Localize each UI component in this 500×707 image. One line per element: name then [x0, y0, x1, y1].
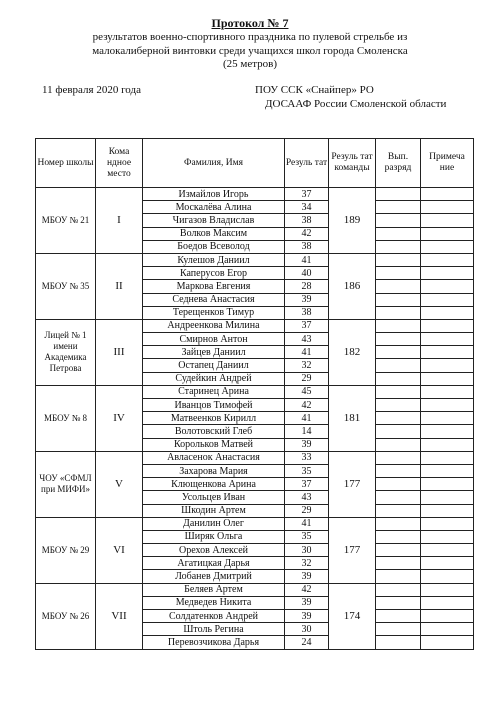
participant-result: 39 [285, 610, 329, 623]
team-place-cell: I [96, 188, 143, 254]
participant-name: Иванцов Тимофей [143, 399, 285, 412]
note-cell [421, 201, 474, 214]
participant-name: Захарова Мария [143, 464, 285, 477]
team-result-cell: 189 [329, 188, 376, 254]
participant-name: Чигазов Владислав [143, 214, 285, 227]
rank-cell [376, 253, 421, 266]
participant-result: 42 [285, 399, 329, 412]
note-cell [421, 478, 474, 491]
note-cell [421, 583, 474, 596]
participant-result: 43 [285, 491, 329, 504]
table-row [36, 451, 474, 464]
participant-name: Шкодин Артем [143, 504, 285, 517]
participant-result: 42 [285, 227, 329, 240]
team-place-cell: II [96, 253, 143, 319]
participant-result: 30 [285, 623, 329, 636]
school-cell: МБОУ № 29 [36, 517, 96, 583]
participant-result: 32 [285, 557, 329, 570]
organizer [255, 84, 446, 111]
participant-result: 37 [285, 478, 329, 491]
participant-name: Авласенок Анастасия [143, 451, 285, 464]
subtitle-line: результатов военно-спортивного праздника по пулевой стрельбе из [92, 31, 408, 43]
participant-name: Старинец Арина [143, 385, 285, 398]
team-result-cell: 181 [329, 385, 376, 451]
note-cell [421, 596, 474, 609]
note-cell [421, 227, 474, 240]
note-cell [421, 372, 474, 385]
note-cell [421, 346, 474, 359]
participant-name: Орехов Алексей [143, 544, 285, 557]
note-cell [421, 451, 474, 464]
results-body [36, 188, 474, 650]
participant-name: Данилин Олег [143, 517, 285, 530]
participant-name: Перевозчикова Дарья [143, 636, 285, 649]
rank-cell [376, 188, 421, 201]
header-row [36, 139, 474, 188]
note-cell [421, 464, 474, 477]
note-cell [421, 267, 474, 280]
participant-name: Медведев Никита [143, 596, 285, 609]
document-title: Протокол № 7 [211, 16, 289, 30]
participant-name: Боедов Всеволод [143, 240, 285, 253]
note-cell [421, 306, 474, 319]
team-result-cell: 177 [329, 517, 376, 583]
note-cell [421, 293, 474, 306]
note-cell [421, 610, 474, 623]
rank-cell [376, 530, 421, 543]
participant-result: 38 [285, 214, 329, 227]
note-cell [421, 253, 474, 266]
participant-result: 41 [285, 253, 329, 266]
participant-result: 35 [285, 464, 329, 477]
participant-result: 30 [285, 544, 329, 557]
participant-result: 37 [285, 319, 329, 332]
rank-cell [376, 425, 421, 438]
participant-name: Кулешов Даниил [143, 253, 285, 266]
participant-result: 41 [285, 412, 329, 425]
team-place-cell: V [96, 451, 143, 517]
participant-result: 32 [285, 359, 329, 372]
participant-result: 38 [285, 240, 329, 253]
team-place-cell: IV [96, 385, 143, 451]
participant-name: Измайлов Игорь [143, 188, 285, 201]
rank-cell [376, 504, 421, 517]
rank-cell [376, 346, 421, 359]
school-cell: МБОУ № 26 [36, 583, 96, 649]
participant-name: Клющенкова Арина [143, 478, 285, 491]
participant-name: Москалёва Алина [143, 201, 285, 214]
rank-cell [376, 399, 421, 412]
participant-name: Остапец Даниил [143, 359, 285, 372]
participant-result: 45 [285, 385, 329, 398]
rank-cell [376, 544, 421, 557]
rank-cell [376, 201, 421, 214]
rank-cell [376, 385, 421, 398]
note-cell [421, 517, 474, 530]
column-header-name: Фамилия, Имя [143, 139, 285, 188]
rank-cell [376, 438, 421, 451]
rank-cell [376, 267, 421, 280]
participant-result: 28 [285, 280, 329, 293]
participant-result: 40 [285, 267, 329, 280]
participant-name: Седнева Анастасия [143, 293, 285, 306]
team-place-cell: VI [96, 517, 143, 583]
note-cell [421, 636, 474, 649]
note-cell [421, 557, 474, 570]
school-cell: Лицей № 1 имени Академика Петрова [36, 319, 96, 385]
participant-result: 37 [285, 188, 329, 201]
participant-result: 41 [285, 346, 329, 359]
rank-cell [376, 464, 421, 477]
table-row [36, 253, 474, 266]
note-cell [421, 333, 474, 346]
note-cell [421, 412, 474, 425]
participant-result: 42 [285, 583, 329, 596]
participant-name: Штоль Регина [143, 623, 285, 636]
table-row [36, 319, 474, 332]
participant-name: Усольцев Иван [143, 491, 285, 504]
rank-cell [376, 491, 421, 504]
participant-result: 34 [285, 201, 329, 214]
note-cell [421, 188, 474, 201]
participant-name: Андреенкова Милина [143, 319, 285, 332]
table-row [36, 517, 474, 530]
participant-result: 35 [285, 530, 329, 543]
subtitle-line: малокалиберной винтовки среди учащихся школ города Смоленска [92, 44, 408, 57]
participant-name: Агатицкая Дарья [143, 557, 285, 570]
note-cell [421, 504, 474, 517]
participant-name: Каперусов Егор [143, 267, 285, 280]
table-row [36, 583, 474, 596]
rank-cell [376, 319, 421, 332]
participant-result: 39 [285, 596, 329, 609]
team-place-cell: III [96, 319, 143, 385]
note-cell [421, 240, 474, 253]
rank-cell [376, 412, 421, 425]
rank-cell [376, 227, 421, 240]
rank-cell [376, 623, 421, 636]
results-table [35, 138, 474, 650]
note-cell [421, 438, 474, 451]
participant-result: 41 [285, 517, 329, 530]
participant-result: 43 [285, 333, 329, 346]
note-cell [421, 280, 474, 293]
note-cell [421, 544, 474, 557]
column-header-school: Номер школы [36, 139, 96, 188]
rank-cell [376, 306, 421, 319]
school-cell: МБОУ № 21 [36, 188, 96, 254]
participant-result: 39 [285, 293, 329, 306]
rank-cell [376, 570, 421, 583]
rank-cell [376, 610, 421, 623]
note-cell [421, 570, 474, 583]
rank-cell [376, 557, 421, 570]
participant-result: 29 [285, 504, 329, 517]
note-cell [421, 491, 474, 504]
participant-name: Беляев Артем [143, 583, 285, 596]
team-result-cell: 174 [329, 583, 376, 649]
note-cell [421, 214, 474, 227]
organizer-line: ДОСААФ России Смоленской области [265, 97, 447, 110]
participant-name: Терещенков Тимур [143, 306, 285, 319]
column-header-note: Примеча ние [421, 139, 474, 188]
team-result-cell: 177 [329, 451, 376, 517]
event-date: 11 февраля 2020 года [42, 84, 141, 96]
document-subtitle [40, 31, 460, 72]
rank-cell [376, 293, 421, 306]
subtitle-line: (25 метров) [222, 58, 278, 70]
team-result-cell: 186 [329, 253, 376, 319]
participant-name: Судейкин Андрей [143, 372, 285, 385]
rank-cell [376, 636, 421, 649]
note-cell [421, 399, 474, 412]
participant-result: 39 [285, 570, 329, 583]
note-cell [421, 319, 474, 332]
rank-cell [376, 583, 421, 596]
participant-result: 39 [285, 438, 329, 451]
rank-cell [376, 478, 421, 491]
participant-name: Лобанев Дмитрий [143, 570, 285, 583]
participant-name: Ширяк Ольга [143, 530, 285, 543]
rank-cell [376, 214, 421, 227]
rank-cell [376, 372, 421, 385]
school-cell: ЧОУ «СФМЛ при МИФИ» [36, 451, 96, 517]
participant-result: 33 [285, 451, 329, 464]
participant-name: Корольков Матвей [143, 438, 285, 451]
rank-cell [376, 333, 421, 346]
column-header-rank: Вып. разряд [376, 139, 421, 188]
rank-cell [376, 451, 421, 464]
rank-cell [376, 280, 421, 293]
participant-name: Маркова Евгения [143, 280, 285, 293]
school-cell: МБОУ № 35 [36, 253, 96, 319]
table-row [36, 188, 474, 201]
note-cell [421, 359, 474, 372]
organizer-line: ПОУ ССК «Снайпер» РО [255, 84, 374, 96]
school-cell: МБОУ № 8 [36, 385, 96, 451]
participant-name: Смирнов Антон [143, 333, 285, 346]
note-cell [421, 623, 474, 636]
participant-result: 14 [285, 425, 329, 438]
table-row [36, 385, 474, 398]
column-header-result: Резуль тат [285, 139, 329, 188]
note-cell [421, 530, 474, 543]
participant-result: 29 [285, 372, 329, 385]
rank-cell [376, 240, 421, 253]
column-header-team-result: Резуль тат команды [329, 139, 376, 188]
rank-cell [376, 596, 421, 609]
participant-name: Зайцев Даниил [143, 346, 285, 359]
participant-name: Волков Максим [143, 227, 285, 240]
participant-name: Солдатенков Андрей [143, 610, 285, 623]
participant-name: Волотовский Глеб [143, 425, 285, 438]
rank-cell [376, 359, 421, 372]
participant-result: 38 [285, 306, 329, 319]
team-result-cell: 182 [329, 319, 376, 385]
column-header-team-place: Кома ндное место [96, 139, 143, 188]
note-cell [421, 425, 474, 438]
team-place-cell: VII [96, 583, 143, 649]
note-cell [421, 385, 474, 398]
participant-name: Матвеенков Кирилл [143, 412, 285, 425]
participant-result: 24 [285, 636, 329, 649]
rank-cell [376, 517, 421, 530]
